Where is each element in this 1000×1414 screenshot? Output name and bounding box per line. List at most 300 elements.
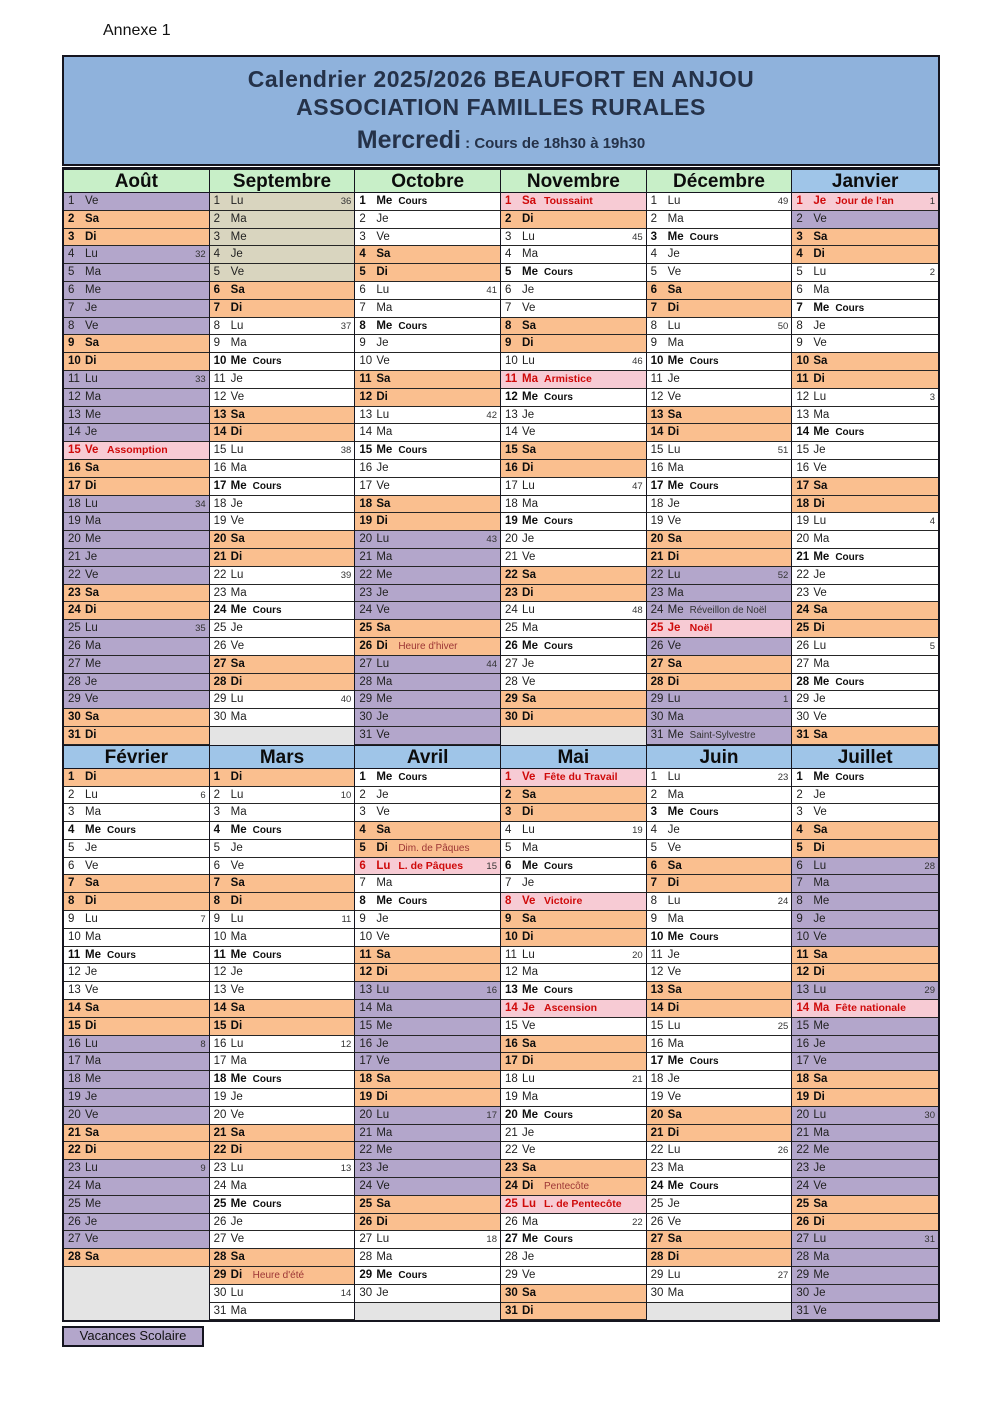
day-row: [792, 1142, 938, 1160]
weekday-label: Ma: [85, 1055, 101, 1068]
weekday-label: Ma: [230, 212, 247, 225]
day-number: 10: [68, 930, 81, 943]
day-number: 7: [359, 877, 366, 890]
day-number: 18: [213, 1073, 227, 1086]
day-note: Cours: [544, 1109, 573, 1121]
day-row: [647, 567, 792, 585]
day-number: 31: [359, 728, 373, 741]
weekday-label: Di: [230, 895, 243, 908]
weekday-label: Ve: [230, 639, 245, 652]
weekday-label: Me: [230, 948, 247, 961]
day-number: 30: [505, 711, 518, 724]
day-row: [355, 1107, 500, 1125]
day-number: 2: [796, 212, 803, 225]
day-row: [792, 1196, 938, 1214]
day-row: [64, 1018, 209, 1036]
weekday-label: Me: [230, 479, 247, 492]
weekday-label: Ve: [85, 859, 99, 872]
day-row: [647, 982, 792, 1000]
day-number: 4: [359, 248, 366, 261]
months-grid: [62, 167, 940, 1322]
day-row: [64, 478, 209, 496]
day-number: 22: [505, 1144, 518, 1157]
day-number: 24: [650, 604, 664, 617]
day-row: [355, 656, 500, 674]
weekday-label: Ve: [522, 675, 536, 688]
weekday-label: Di: [230, 301, 243, 314]
weekday-label: Sa: [85, 1126, 100, 1139]
weekday-label: Ve: [376, 230, 390, 243]
weekday-label: Lu: [522, 230, 535, 243]
weekday-label: Lu: [376, 984, 390, 997]
weekday-label: Sa: [85, 337, 100, 350]
day-row: [355, 193, 500, 211]
weekday-label: Ma: [376, 426, 393, 439]
day-number: 20: [505, 1108, 518, 1121]
weekday-label: Sa: [522, 1162, 537, 1175]
day-row: [355, 1160, 500, 1178]
day-row: [210, 638, 355, 656]
day-number: 21: [359, 550, 373, 563]
day-number: 8: [650, 895, 658, 908]
month-column-decembre: [647, 169, 793, 745]
day-row: [210, 549, 355, 567]
day-note: Cours: [689, 356, 719, 368]
day-row: [501, 353, 646, 371]
day-number: 4: [68, 824, 75, 837]
weekday-label: Je: [813, 1037, 826, 1050]
day-note: Cours: [398, 445, 428, 457]
day-row: [64, 1089, 209, 1107]
day-number: 14: [213, 1002, 227, 1015]
day-row: [647, 246, 792, 264]
weekday-label: Me: [376, 693, 393, 706]
weekday-label: Je: [667, 824, 680, 837]
weekday-label: Me: [522, 639, 538, 652]
weekday-label: Lu: [813, 390, 827, 403]
day-number: 14: [505, 1002, 518, 1015]
weekday-label: Di: [522, 461, 534, 474]
day-number: 17: [68, 1055, 81, 1068]
association-title: ASSOCIATION FAMILLES RURALES: [296, 94, 706, 120]
day-number: 18: [213, 497, 227, 510]
day-row: [355, 674, 500, 692]
weekday-label: Je: [376, 337, 389, 350]
day-row: [355, 407, 500, 425]
month-header-octobre: Octobre: [355, 169, 500, 193]
weekday-label: Ma: [230, 461, 247, 474]
weekday-label: Di: [230, 1019, 243, 1032]
day-number: 15: [359, 1019, 373, 1032]
weekday-label: Ma: [376, 1126, 393, 1139]
day-row: [355, 460, 500, 478]
weekday-label: Di: [813, 1091, 825, 1104]
day-row: [501, 549, 646, 567]
day-number: 26: [359, 639, 373, 652]
day-number: 21: [213, 1126, 227, 1139]
day-number: 16: [213, 1037, 227, 1050]
day-row: [647, 371, 792, 389]
weekday-label: Je: [376, 212, 389, 225]
weekday-label: Je: [376, 586, 389, 599]
day-note: Cours: [398, 771, 428, 783]
day-row: [647, 1231, 792, 1249]
day-row: [647, 769, 792, 787]
day-row: [210, 858, 355, 876]
day-row: [647, 804, 792, 822]
day-row: [647, 531, 792, 549]
day-row: [647, 602, 792, 620]
week-number: 32: [195, 249, 206, 261]
weekday-label: Ma: [230, 337, 247, 350]
day-number: 24: [213, 604, 227, 617]
weekday-label: Sa: [813, 824, 828, 837]
day-number: 16: [213, 461, 227, 474]
week-number: 8: [200, 1038, 206, 1050]
weekday-label: Lu: [813, 266, 827, 279]
day-row: [501, 1178, 646, 1196]
day-number: 22: [213, 1144, 227, 1157]
week-number: 2: [929, 267, 935, 279]
weekday-label: Ma: [813, 283, 830, 296]
week-number: 52: [777, 569, 789, 581]
day-number: 2: [359, 788, 366, 801]
day-row: [64, 1142, 209, 1160]
weekday-label: Je: [522, 533, 535, 546]
weekday-label: Sa: [667, 984, 682, 997]
weekday-label: Me: [376, 568, 393, 581]
weekday-label: Ma: [230, 1055, 247, 1068]
day-number: 12: [213, 390, 227, 403]
day-number: 25: [505, 622, 518, 635]
day-note: Victoire: [544, 895, 583, 908]
day-row: [64, 211, 209, 229]
day-row: [64, 1249, 209, 1267]
day-number: 25: [213, 1197, 227, 1210]
week-number: 42: [486, 409, 497, 421]
day-row: [501, 840, 646, 858]
day-row: [647, 1196, 792, 1214]
weekday-label: Sa: [522, 568, 537, 581]
day-number: 6: [650, 859, 658, 872]
weekday-label: Sa: [376, 248, 391, 261]
day-row: [64, 229, 209, 247]
day-row: [501, 282, 646, 300]
day-row: [355, 1000, 500, 1018]
day-number: 21: [213, 550, 227, 563]
day-row: [792, 496, 938, 514]
day-number: 25: [68, 622, 81, 635]
day-row: [792, 638, 938, 656]
day-number: 30: [796, 711, 810, 724]
day-row: [210, 424, 355, 442]
day-number: 13: [359, 984, 373, 997]
day-row: [501, 620, 646, 638]
day-number: 3: [68, 230, 75, 243]
weekday-label: Me: [230, 604, 247, 617]
day-number: 26: [796, 639, 810, 652]
day-number: 11: [650, 948, 663, 961]
day-number: 20: [796, 1108, 810, 1121]
day-number: 26: [213, 639, 227, 652]
day-row: [501, 1053, 646, 1071]
day-row: [210, 1036, 355, 1054]
weekday-label: Lu: [813, 515, 827, 528]
weekday-label: Di: [813, 248, 825, 261]
day-row: [501, 1231, 646, 1249]
day-note: Heure d'hiver: [398, 640, 458, 652]
day-note: Cours: [689, 807, 719, 819]
day-row: [792, 1231, 938, 1249]
day-row: [210, 496, 355, 514]
day-number: 23: [650, 1162, 664, 1175]
day-number: 10: [359, 355, 373, 368]
weekday-label: Ma: [230, 806, 247, 819]
day-note: Cours: [689, 231, 719, 243]
weekday-label: Lu: [522, 604, 535, 617]
weekday-label: Sa: [813, 355, 828, 368]
weekday-label: Ve: [522, 1269, 536, 1282]
month-column-fevrier: [64, 745, 210, 1321]
day-row: [792, 460, 938, 478]
weekday-label: Ma: [522, 497, 538, 510]
day-number: 6: [359, 283, 366, 296]
day-number: 14: [796, 1002, 810, 1015]
day-number: 15: [650, 1019, 664, 1032]
day-row: [64, 1196, 209, 1214]
weekday-label: Ma: [376, 877, 393, 890]
day-row: [501, 460, 646, 478]
day-row: [210, 442, 355, 460]
day-number: 3: [213, 806, 221, 819]
day-number: 29: [359, 693, 373, 706]
weekday-label: Je: [230, 372, 243, 385]
weekday-label: Lu: [85, 622, 98, 635]
weekday-label: Ve: [376, 479, 390, 492]
day-row: [647, 1214, 792, 1232]
day-number: 1: [796, 195, 803, 207]
day-row: [501, 982, 646, 1000]
weekday-label: Sa: [813, 230, 828, 243]
day-row: [647, 709, 792, 727]
day-row: [647, 893, 792, 911]
week-number: 10: [340, 789, 352, 801]
day-row: [792, 769, 938, 787]
day-row: [210, 335, 355, 353]
weekday-label: Je: [667, 248, 680, 261]
day-number: 8: [796, 319, 803, 332]
weekday-label: Ma: [813, 1251, 830, 1264]
day-number: 15: [68, 1019, 81, 1032]
weekday-label: Me: [522, 1108, 538, 1121]
weekday-label: Ve: [522, 895, 536, 908]
empty-cell: [64, 1267, 209, 1285]
weekday-label: Sa: [85, 711, 100, 724]
day-number: 7: [505, 877, 512, 890]
day-row: [210, 371, 355, 389]
day-row: [210, 1125, 355, 1143]
weekday-label: Ma: [522, 1215, 538, 1228]
empty-cell: [501, 727, 646, 745]
day-number: 19: [213, 1091, 227, 1104]
day-row: [64, 947, 209, 965]
day-number: 1: [213, 195, 221, 207]
weekday-label: Ve: [376, 1180, 390, 1193]
day-note: Toussaint: [544, 195, 593, 207]
day-row: [355, 496, 500, 514]
day-number: 24: [650, 1180, 664, 1193]
day-number: 18: [796, 497, 810, 510]
day-number: 1: [650, 195, 658, 207]
weekday-label: Ve: [813, 930, 827, 943]
day-row: [647, 193, 792, 211]
day-note: Cours: [252, 825, 282, 837]
weekday-label: Ma: [813, 1126, 830, 1139]
weekday-label: Je: [667, 1073, 680, 1086]
day-number: 8: [68, 895, 75, 908]
day-row: [647, 1000, 792, 1018]
day-note: Cours: [835, 771, 865, 783]
day-row: [792, 424, 938, 442]
day-number: 1: [505, 195, 512, 207]
day-number: 3: [796, 230, 803, 243]
weekday-label: Ve: [667, 639, 682, 652]
day-number: 15: [796, 444, 810, 457]
day-row: [355, 1053, 500, 1071]
day-number: 29: [359, 1269, 373, 1282]
day-row: [64, 1231, 209, 1249]
weekday-label: Lu: [813, 1108, 827, 1121]
weekday-label: Ve: [376, 930, 390, 943]
course-time-label: : Cours de 18h30 à 19h30: [460, 135, 646, 152]
week-number: 29: [924, 985, 935, 997]
title-block: [62, 55, 940, 166]
day-number: 8: [359, 895, 366, 908]
day-number: 15: [796, 1019, 810, 1032]
day-row: [792, 691, 938, 709]
day-number: 14: [505, 426, 518, 439]
day-number: 7: [650, 877, 658, 890]
weekday-label: Sa: [667, 283, 682, 296]
day-number: 9: [213, 913, 221, 926]
day-note: L. de Pentecôte: [544, 1197, 622, 1210]
week-number: 26: [777, 1145, 789, 1157]
day-row: [355, 982, 500, 1000]
day-number: 30: [359, 711, 373, 724]
day-row: [355, 822, 500, 840]
weekday-label: Di: [376, 1215, 388, 1228]
weekday-label: Ve: [376, 806, 390, 819]
day-row: [355, 1071, 500, 1089]
weekday-label: Ve: [85, 693, 99, 706]
day-number: 7: [213, 877, 221, 890]
day-row: [64, 424, 209, 442]
day-row: [501, 1107, 646, 1125]
day-number: 2: [505, 212, 512, 225]
day-row: [64, 929, 209, 947]
weekday-label: Ve: [813, 806, 827, 819]
day-row: [501, 513, 646, 531]
day-row: [355, 709, 500, 727]
day-number: 25: [213, 622, 227, 635]
day-row: [355, 691, 500, 709]
empty-cell: [64, 1285, 209, 1303]
day-number: 4: [213, 824, 221, 837]
day-number: 5: [68, 841, 75, 854]
day-note: Cours: [252, 356, 282, 368]
day-number: 6: [213, 859, 221, 872]
day-number: 7: [505, 301, 512, 314]
day-number: 2: [650, 212, 658, 225]
day-row: [64, 1160, 209, 1178]
weekday-label: Lu: [813, 1233, 827, 1246]
day-number: 30: [505, 1286, 518, 1299]
day-number: 13: [213, 984, 227, 997]
day-number: 5: [505, 841, 512, 854]
day-number: 30: [68, 711, 81, 724]
day-row: [792, 620, 938, 638]
weekday-label: Me: [667, 1180, 684, 1193]
day-number: 14: [650, 426, 664, 439]
day-number: 29: [213, 693, 227, 706]
weekday-label: Di: [376, 390, 388, 403]
day-number: 30: [650, 711, 664, 724]
day-row: [792, 318, 938, 336]
day-row: [501, 300, 646, 318]
day-row: [210, 602, 355, 620]
day-number: 8: [796, 895, 803, 908]
day-row: [355, 1231, 500, 1249]
day-row: [792, 585, 938, 603]
day-row: [210, 840, 355, 858]
weekday-label: Sa: [230, 1002, 245, 1015]
day-number: 5: [68, 266, 75, 279]
day-row: [647, 300, 792, 318]
weekday-label: Me: [667, 1055, 684, 1068]
day-row: [501, 1071, 646, 1089]
weekday-label: Je: [522, 1002, 535, 1015]
day-note: Cours: [544, 985, 573, 997]
day-row: [64, 389, 209, 407]
day-note: Cours: [544, 860, 573, 872]
weekday-label: Je: [230, 248, 243, 261]
day-number: 26: [796, 1215, 810, 1228]
day-number: 9: [359, 337, 366, 350]
weekday-label: Me: [85, 1073, 101, 1086]
week-number: 43: [486, 534, 497, 546]
day-number: 5: [213, 841, 221, 854]
day-number: 5: [796, 266, 803, 279]
day-row: [210, 1249, 355, 1267]
day-number: 20: [359, 1108, 373, 1121]
day-number: 16: [359, 1037, 373, 1050]
day-row: [64, 442, 209, 460]
day-number: 7: [68, 301, 75, 314]
day-row: [210, 318, 355, 336]
day-number: 17: [359, 479, 373, 492]
week-number: 41: [486, 284, 497, 296]
day-row: [792, 602, 938, 620]
day-row: [792, 1267, 938, 1285]
day-row: [210, 929, 355, 947]
day-number: 3: [505, 230, 512, 243]
day-row: [501, 1089, 646, 1107]
day-row: [355, 1036, 500, 1054]
weekday-label: Ma: [667, 212, 684, 225]
day-number: 20: [213, 533, 227, 546]
weekday-label: Je: [85, 1215, 98, 1228]
day-number: 12: [650, 966, 664, 979]
